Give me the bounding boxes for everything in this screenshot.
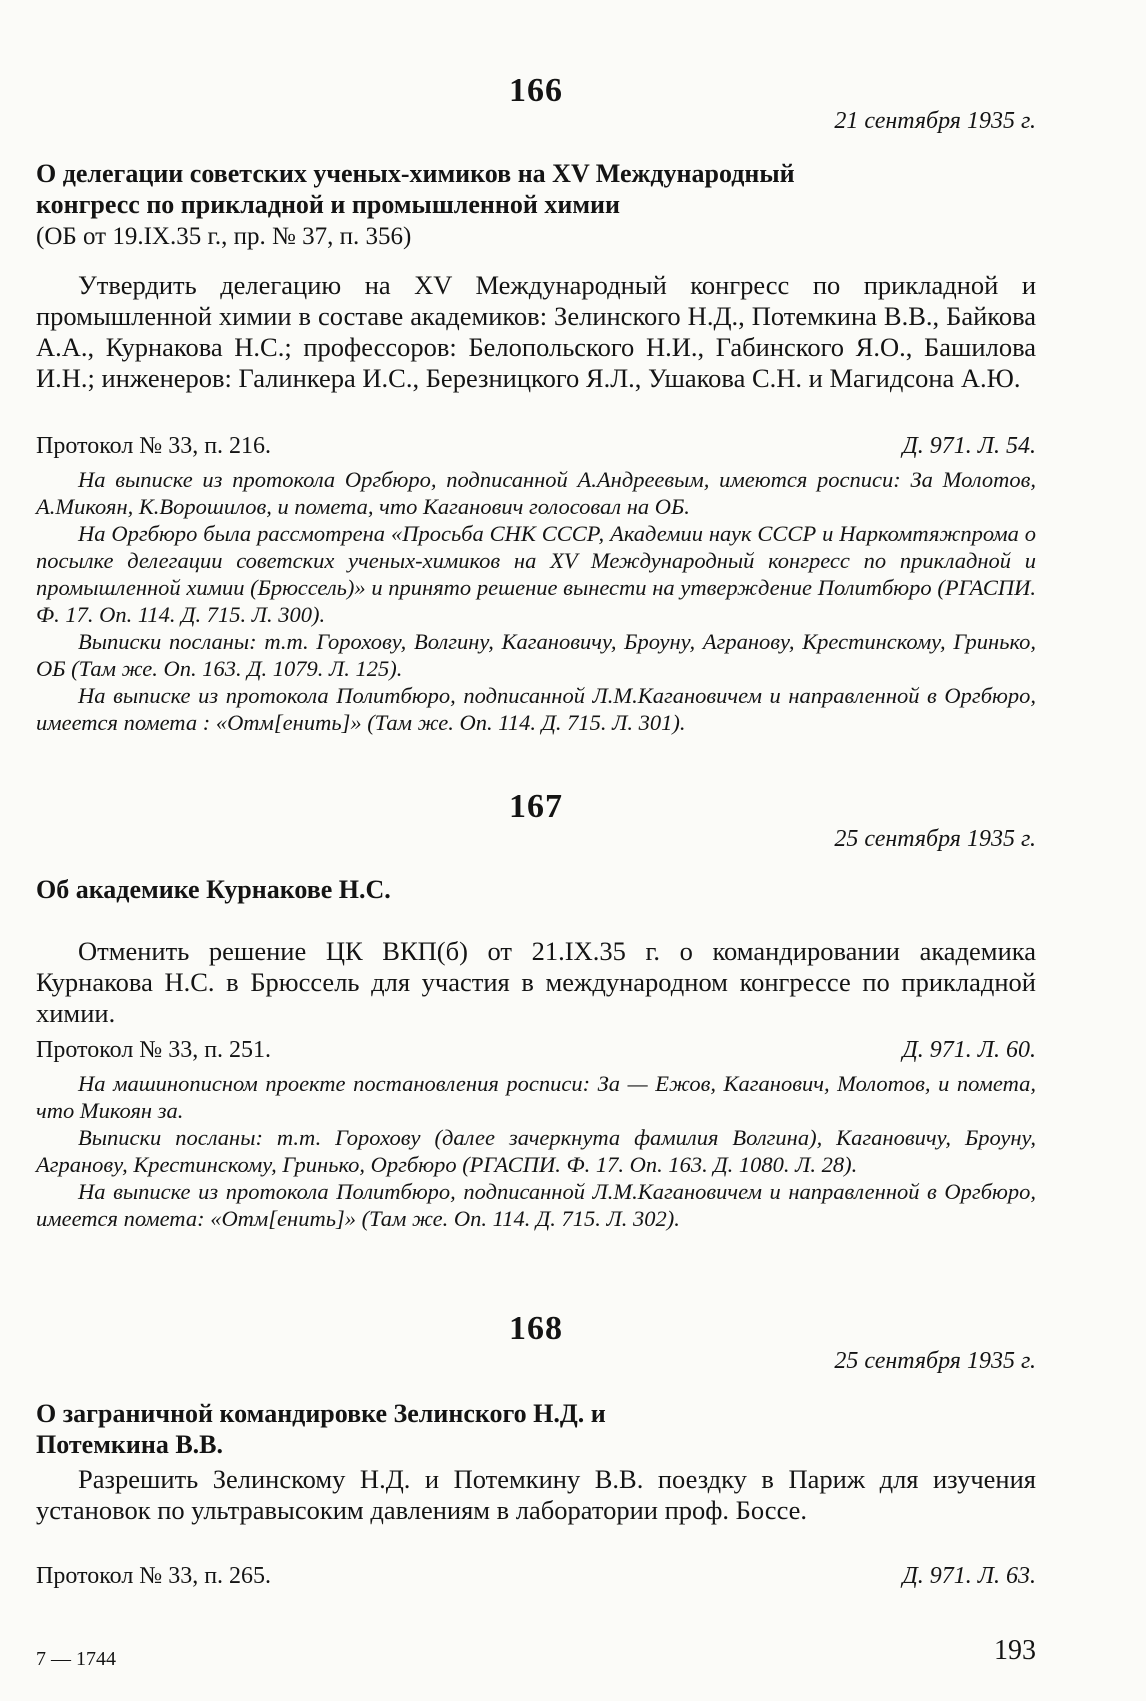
doc-notes: [36, 466, 1036, 736]
doc-body-text: Утвердить делегацию на XV Международный конгресс по прикладной и промышленной химии в составе академиков: Зелинского Н.Д., Потемкина В.В., Байкова А.А., Курнакова Н.С.; профессоров: Белопольского Н.И., Габинского Я.О., Башилова И.Н.; инженеров: Галинкера И.С., Березницкого Я.Л., Ушакова С.Н. и Магидсона А.Ю.: [36, 270, 1036, 393]
protocol-number: Протокол № 33, п. 216.: [36, 433, 272, 459]
note-paragraph: Выписки посланы: т.т. Горохову, Волгину, Кагановичу, Броуну, Агранову, Крестинскому, Гринько, ОБ (Там же. Оп. 163. Д. 1079. Л. 125).: [36, 629, 1036, 681]
note-paragraph: На выписке из протокола Политбюро, подписанной Л.М.Кагановичем и направленной в Оргбюро, имеется помета: «Отм[енить]» (Там же. Оп. 114. Д. 715. Л. 302).: [36, 1179, 1036, 1231]
doc-body: [36, 270, 1036, 394]
doc-reference: (ОБ от 19.IX.35 г., пр. № 37, п. 356): [36, 223, 412, 250]
page-number: 193: [994, 1635, 1036, 1666]
protocol-number: Протокол № 33, п. 265.: [36, 1563, 272, 1589]
doc-title: О заграничной командировке Зелинского Н.Д. и Потемкина В.В.: [36, 1399, 606, 1459]
archive-reference: Д. 971. Л. 54.: [902, 433, 1036, 459]
doc-date: 21 сентября 1935 г.: [834, 108, 1036, 134]
doc-body: [36, 936, 1036, 1029]
doc-date: 25 сентября 1935 г.: [834, 1348, 1036, 1374]
doc-number: 167: [509, 788, 563, 825]
note-paragraph: На Оргбюро была рассмотрена «Просьба СНК СССР, Академии наук СССР и Наркомтяжпрома о посылке делегации советских ученых-химиков на XV Международный конгресс по прикладной и промышленной химии (Брюссель)» и принято решение вынести на утверждение Политбюро (РГАСПИ. Ф. 17. Оп. 114. Д. 715. Л. 300).: [36, 521, 1036, 627]
doc-body-text: Отменить решение ЦК ВКП(б) от 21.IX.35 г. о командировании академика Курнакова Н.С. в Брюссель для участия в международном конгрессе по прикладной химии.: [36, 936, 1036, 1028]
doc-number: 166: [509, 72, 563, 109]
signature-mark: 7 — 1744: [36, 1648, 116, 1670]
document-page: [36, 0, 1036, 1701]
archive-reference: Д. 971. Л. 60.: [902, 1037, 1036, 1063]
doc-title: О делегации советских ученых-химиков на XV Международный конгресс по прикладной и промышленной химии: [36, 159, 795, 219]
doc-date: 25 сентября 1935 г.: [834, 826, 1036, 852]
archive-reference: Д. 971. Л. 63.: [902, 1563, 1036, 1589]
doc-number: 168: [509, 1310, 563, 1347]
note-paragraph: На выписке из протокола Оргбюро, подписанной А.Андреевым, имеются росписи: За Молотов, А.Микоян, К.Ворошилов, и помета, что Каганович голосовал на ОБ.: [36, 467, 1036, 519]
note-paragraph: Выписки посланы: т.т. Горохову (далее зачеркнута фамилия Волгина), Кагановичу, Броуну, Агранову, Крестинскому, Гринько, Оргбюро (РГАСПИ. Ф. 17. Оп. 163. Д. 1080. Л. 28).: [36, 1125, 1036, 1177]
protocol-number: Протокол № 33, п. 251.: [36, 1037, 272, 1063]
doc-body: [36, 1464, 1036, 1526]
note-paragraph: На выписке из протокола Политбюро, подписанной Л.М.Кагановичем и направленной в Оргбюро, имеется помета : «Отм[енить]» (Там же. Оп. 114. Д. 715. Л. 301).: [36, 683, 1036, 735]
note-paragraph: На машинописном проекте постановления росписи: За — Ежов, Каганович, Молотов, и помета, что Микоян за.: [36, 1071, 1036, 1123]
doc-body-text: Разрешить Зелинскому Н.Д. и Потемкину В.В. поездку в Париж для изучения установок по ультравысоким давлениям в лаборатории проф. Боссе.: [36, 1464, 1036, 1525]
doc-title: Об академике Курнакове Н.С.: [36, 875, 391, 904]
doc-notes: [36, 1070, 1036, 1232]
